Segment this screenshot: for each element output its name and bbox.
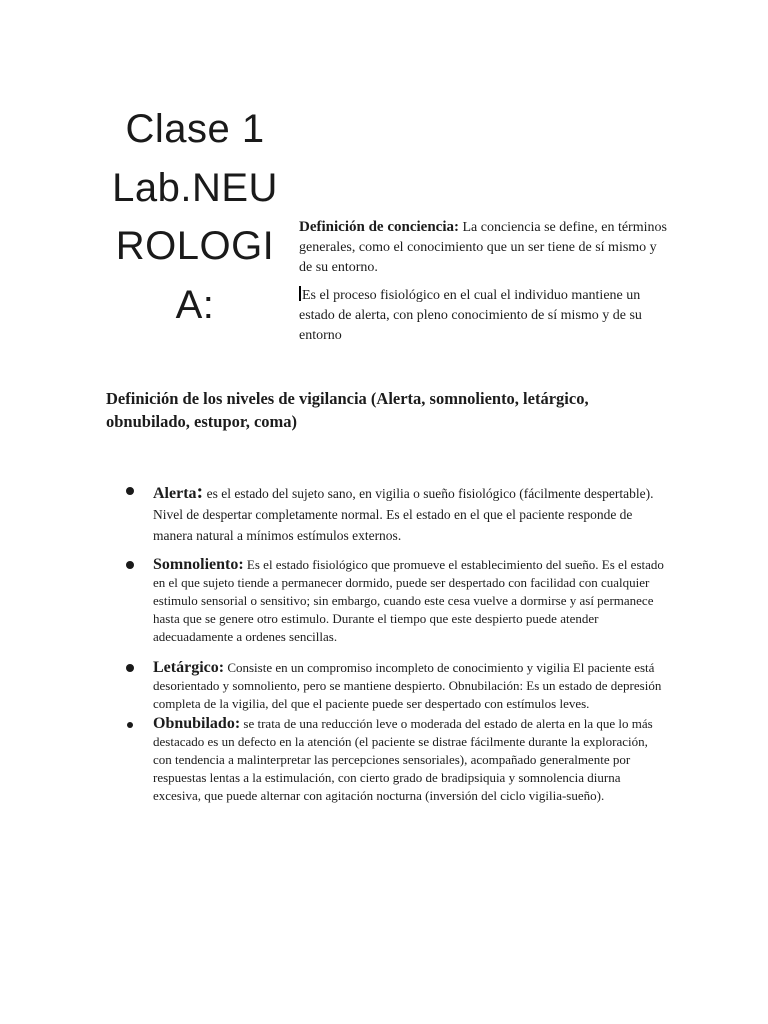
level-term: Obnubilado: <box>153 715 241 732</box>
bullet-icon <box>126 561 134 569</box>
bullet-icon <box>126 487 134 495</box>
title-line: Lab.NEU <box>112 165 278 210</box>
bullet-icon <box>127 722 133 728</box>
level-text: Consiste en un compromiso incompleto de conocimiento y vigilia El paciente está desorientado y somnoliento, pero se mantiene despierto. Obnubilación: Es un estado de depresión completa de la vigilia, del que el paciente puede ser despertado con estímulos leves. <box>153 660 662 711</box>
list-item-letargico <box>124 659 668 713</box>
bullet-icon <box>126 664 134 672</box>
list-item-somnoliento <box>124 556 668 646</box>
section-heading: Definición de los niveles de vigilancia (Alerta, somnoliento, letárgico, obnubilado, estupor, coma) <box>106 389 589 431</box>
level-text: se trata de una reducción leve o moderada del estado de alerta en la que lo más destacado es un defecto en la atención (el paciente se distrae fácilmente durante la exploración, con tendencia a malinterpretar las percepciones sensoriales), acompañado generalmente por respuestas lentas a la estimulación, con cierto grado de bradipsiquia y somnolencia diurna excesiva, que puede alternar con agitación nocturna (inversión del ciclo vigilia-sueño). <box>153 716 653 803</box>
level-text: Es el estado fisiológico que promueve el establecimiento del sueño. Es el estado en el que sujeto tiende a permanecer dormido, puede ser despertado con facilidad con cualquier estimulo sensorial o sensitivo; sin embargo, cuando este cesa vuelve a dormirse y así permanece hasta que se genere otro estimulo. Durante el tiempo que este despierto puede atender adecuadamente a ordenes sencillas. <box>153 557 664 644</box>
definition-term: Definición de conciencia: <box>299 219 459 235</box>
level-term-colon: : <box>196 481 204 503</box>
definition-paragraph <box>299 217 667 278</box>
list-item-alerta <box>124 482 668 546</box>
text-cursor <box>299 286 301 301</box>
level-term: Letárgico: <box>153 659 225 676</box>
vigilance-levels-list <box>124 482 668 805</box>
definition-text: La conciencia se define, en términos generales, como el conocimiento que un ser tiene de sí mismo y de su entorno. <box>299 220 667 275</box>
level-term: Alerta <box>153 485 197 502</box>
definition-paragraph-2 <box>299 286 667 346</box>
document-title <box>104 100 286 334</box>
title-line: ROLOGI <box>115 224 275 268</box>
level-text: es el estado del sujeto sano, en vigilia o sueño fisiológico (fácilmente despertable). Nivel de despertar completamente normal. Es el estado en el que el paciente responde de manera natural a mínimos estímulos externos. <box>153 486 654 543</box>
title-line: A: <box>175 282 215 327</box>
level-term: Somnoliento: <box>153 556 244 573</box>
definition-second-text: Es el proceso fisiológico en el cual el individuo mantiene un estado de alerta, con pleno conocimiento de sí mismo y de su entorno <box>299 288 642 343</box>
title-line: Clase 1 <box>125 107 265 151</box>
consciousness-definition <box>299 217 667 346</box>
list-item-obnubilado <box>124 715 668 805</box>
